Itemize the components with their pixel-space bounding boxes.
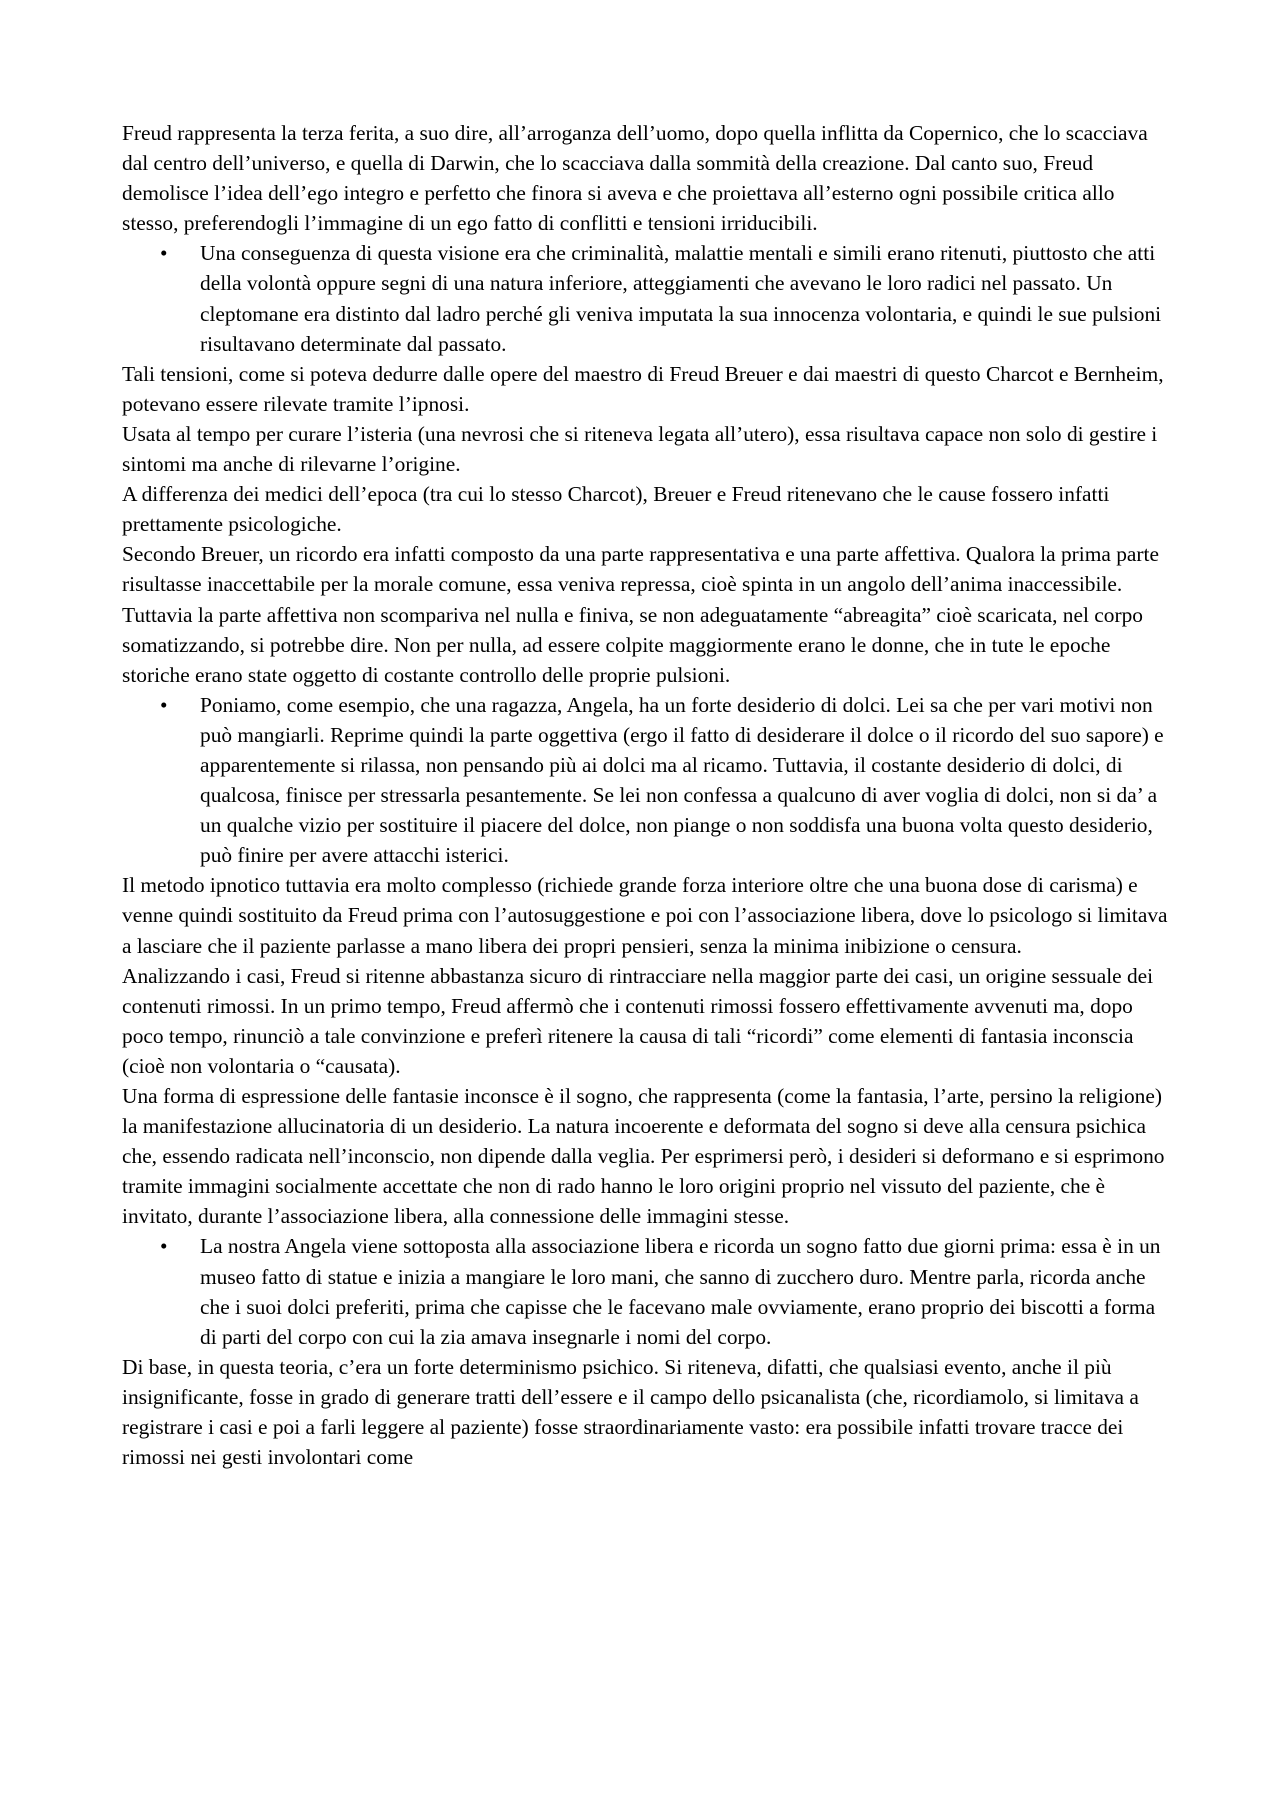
paragraph: Di base, in questa teoria, c’era un forte determinismo psichico. Si riteneva, difatti, che qualsiasi evento, anche il più insignificante, fosse in grado di generare tratti dell’essere e il campo dello psicanalista (che, ricordiamolo, si limitava a registrare i casi e poi a farli leggere al paziente) fosse straordinariamente vasto: era possibile infatti trovare tracce dei rimossi nei gesti involontari come	[122, 1354, 1139, 1470]
bullet-item	[122, 1231, 1172, 1351]
bullet-icon: •	[160, 692, 168, 717]
paragraph: Analizzando i casi, Freud si ritenne abbastanza sicuro di rintracciare nella maggior parte dei casi, un origine sessuale dei contenuti rimossi. In un primo tempo, Freud affermò che i contenuti rimossi fossero effettivamente avvenuti ma, dopo poco tempo, rinunciò a tale convinzione e preferì ritenere la causa di tali “ricordi” come elementi di fantasia inconscia (cioè non volontaria o “causata).	[122, 963, 1154, 1078]
bullet-icon: •	[160, 1234, 168, 1259]
bullet-icon: •	[160, 241, 168, 266]
bullet-item	[122, 238, 1172, 358]
paragraph: Freud rappresenta la terza ferita, a suo dire, all’arroganza dell’uomo, dopo quella inflitta da Copernico, che lo scacciava dal centro dell’universo, e quella di Darwin, che lo scacciava dalla sommità della creazione. Dal canto suo, Freud demolisce l’idea dell’ego integro e perfetto che finora si aveva e che proiettava all’esterno ogni possibile critica allo stesso, preferendogli l’immagine di un ego fatto di conflitti e tensioni irriducibili.	[122, 121, 1148, 236]
bullet-text: La nostra Angela viene sottoposta alla associazione libera e ricorda un sogno fatto due giorni prima: essa è in un museo fatto di statue e inizia a mangiare le loro mani, che sanno di zucchero duro. Mentre parla, ricorda anche che i suoi dolci preferiti, prima che capisse che le facevano male ovviamente, erano proprio dei biscotti a forma di parti del corpo con cui la zia amava insegnarle i nomi del corpo.	[200, 1234, 1161, 1349]
paragraph: Una forma di espressione delle fantasie inconsce è il sogno, che rappresenta (come la fantasia, l’arte, persino la religione) la manifestazione allucinatoria di un desiderio. La natura incoerente e deformata del sogno si deve alla censura psichica che, essendo radicata nell’inconscio, non dipende dalla veglia. Per esprimersi però, i desideri si deformano e si esprimono tramite immagini socialmente accettate che non di rado hanno le loro origini proprio nel vissuto del paziente, che è invitato, durante l’associazione libera, alla connessione delle immagini stesse.	[122, 1084, 1165, 1229]
bullet-list	[122, 238, 1172, 358]
bullet-list	[122, 690, 1172, 871]
paragraph: Tali tensioni, come si poteva dedurre dalle opere del maestro di Freud Breuer e dai maestri di questo Charcot e Bernheim, potevano essere rilevate tramite l’ipnosi.	[122, 361, 1164, 416]
paragraph: Secondo Breuer, un ricordo era infatti composto da una parte rappresentativa e una parte affettiva. Qualora la prima parte risultasse inaccettabile per la morale comune, essa veniva repressa, cioè spinta in un angolo dell’anima inaccessibile. Tuttavia la parte affettiva non scompariva nel nulla e finiva, se non adeguatamente “abreagita” cioè scaricata, nel corpo somatizzando, si potrebbe dire. Non per nulla, ad essere colpite maggiormente erano le donne, che in tute le epoche storiche erano state oggetto di costante controllo delle proprie pulsioni.	[122, 542, 1159, 687]
bullet-item	[122, 690, 1172, 871]
document-page	[122, 118, 1172, 1472]
bullet-text: Poniamo, come esempio, che una ragazza, Angela, ha un forte desiderio di dolci. Lei sa che per vari motivi non può mangiarli. Reprime quindi la parte oggettiva (ergo il fatto di desiderare il dolce o il ricordo del suo sapore) e apparentemente si rilassa, non pensando più ai dolci ma al ricamo. Tuttavia, il costante desiderio di dolci, di qualcosa, finisce per stressarla pesantemente. Se lei non confessa a qualcuno di aver voglia di dolci, non si da’ a un qualche vizio per sostituire il piacere del dolce, non piange o non soddisfa una buona volta questo desiderio, può finire per avere attacchi isterici.	[200, 692, 1164, 868]
bullet-list	[122, 1231, 1172, 1351]
paragraph: Usata al tempo per curare l’isteria (una nevrosi che si riteneva legata all’utero), essa risultava capace non solo di gestire i sintomi ma anche di rilevarne l’origine.	[122, 421, 1158, 477]
paragraph: A differenza dei medici dell’epoca (tra cui lo stesso Charcot), Breuer e Freud ritenevano che le cause fossero infatti prettamente psicologiche.	[122, 482, 1110, 537]
paragraph: Il metodo ipnotico tuttavia era molto complesso (richiede grande forza interiore oltre che una buona dose di carisma) e venne quindi sostituito da Freud prima con l’autosuggestione e poi con l’associazione libera, dove lo psicologo si limitava a lasciare che il paziente parlasse a mano libera dei propri pensieri, senza la minima inibizione o censura.	[122, 873, 1168, 958]
bullet-text: Una conseguenza di questa visione era che criminalità, malattie mentali e simili erano ritenuti, piuttosto che atti della volontà oppure segni di una natura inferiore, atteggiamenti che avevano le loro radici nel passato. Un cleptomane era distinto dal ladro perché gli veniva imputata la sua innocenza volontaria, e quindi le sue pulsioni risultavano determinate dal passato.	[200, 241, 1162, 356]
